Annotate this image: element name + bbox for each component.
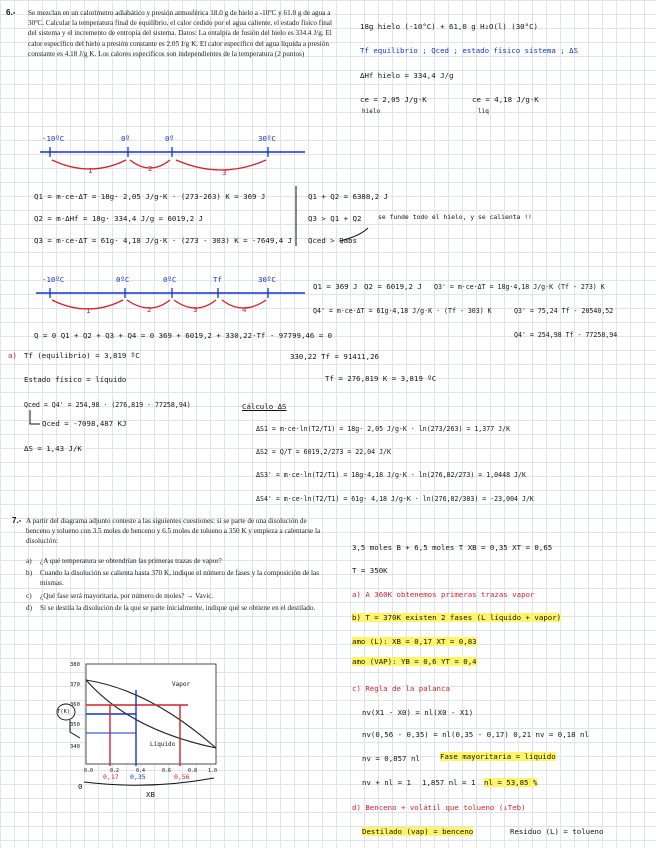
line2-step: 1 bbox=[86, 306, 91, 315]
entropy-title: Cálculo ΔS bbox=[242, 402, 287, 411]
line1-step: 1 bbox=[88, 166, 93, 175]
calc2-f: Q4' = 254,98 Tf - 77258,94 bbox=[514, 331, 618, 339]
label-liquido: Líquido bbox=[150, 741, 176, 748]
calc2-g: Q = 0 Q1 + Q2 + Q3 + Q4 = 0 369 + 6019,2 + 330,22·Tf - 97799,46 = 0 bbox=[34, 331, 333, 340]
problem-7-number: 7.- bbox=[12, 516, 22, 525]
label-tk: T(K) bbox=[57, 709, 71, 715]
mark-056: 0,56 bbox=[174, 773, 190, 781]
p7-note-c4: nv + nl = 1 bbox=[362, 778, 411, 787]
answer-qced-value: Qced = -7098,487 KJ bbox=[42, 419, 127, 428]
line2-step: 3 bbox=[193, 305, 198, 314]
p6-note-ce-hielo: ce = 2,05 J/g·K bbox=[360, 95, 427, 104]
p7-note-d: d) Benceno + volátil que tolueno (↓Teb) bbox=[352, 803, 526, 812]
p7-note-b2: amo (VAP): YB = 0,6 YT = 0,4 bbox=[352, 657, 477, 666]
calc2-a: Q1 = 369 J bbox=[313, 282, 358, 291]
ytick: 350 bbox=[70, 722, 80, 728]
p7-note-c3: nv = 0,857 nl bbox=[362, 754, 420, 763]
calc2-e: Q3' = 75,24 Tf - 20540,52 bbox=[514, 307, 614, 315]
problem-6-statement: Se mezclan en un calorímetro adiabático y presión atmosférica 18.0 g de hielo a -10ºC y 61.0 g de agua a 30ºC. Calcular la temperatura final de equilibrio, el calor cedido por el agua caliente, el estado físico final del sistema y el incremento de entropía del sistema. Datos: La entalpía de fusión del hielo es 334.4 J/g. El calor específico del hielo a presión constante es 2.05 J/g K. El calor específico del agua líquida a presión constante es 4.18 J/g K. Los calores específicos son independientes de la temperatura (2 puntos) bbox=[28, 9, 332, 58]
p6-note-ce-liq-sub: liq bbox=[478, 108, 489, 115]
ytick: 370 bbox=[70, 682, 80, 688]
p7-note-l1: 3,5 moles B + 6,5 moles T XB = 0,35 XT = 0,65 bbox=[352, 543, 553, 552]
xtick: 0.2 bbox=[110, 768, 120, 774]
p7-note-c4b: 1,857 nl = 1 bbox=[422, 778, 476, 787]
p6-note-ce-hielo-sub: hielo bbox=[362, 108, 381, 115]
calc1-q1: Q1 = m·ce·ΔT = 18g· 2,05 J/g·K · (273-263) K = 369 J bbox=[34, 192, 266, 201]
problem-6-number: 6.- bbox=[6, 8, 16, 17]
calc2-c: Q3' = m·ce·ΔT = 18g·4,18 J/g·K (Tf - 273) K bbox=[434, 283, 605, 291]
line1-label: -10ºC bbox=[42, 134, 65, 143]
calc1-r2: Q3 > Q1 + Q2 bbox=[308, 214, 362, 223]
line1-step: 2 bbox=[148, 164, 153, 173]
line1-step: 3 bbox=[222, 168, 227, 177]
line1-label: 0º bbox=[165, 134, 174, 143]
xtick: 0.0 bbox=[84, 768, 94, 774]
entropy-s1: ΔS1 = m·ce·ln(T2/T1) = 18g· 2,05 J/g·K · ln(273/263) = 1,377 J/K bbox=[256, 425, 511, 433]
line2-label: -10ºC bbox=[42, 275, 65, 284]
x-axis-label: XB bbox=[146, 790, 155, 799]
item-d: d) Si se destila la disolución de la que se parte inicialmente, indique qué se obtiene en el destilado. bbox=[26, 603, 316, 612]
p7-note-c2: nv(0,56 - 0,35) = nl(0,35 - 0,17) 0,21 nv = 0,18 nl bbox=[362, 730, 589, 739]
line2-step: 2 bbox=[147, 305, 152, 314]
entropy-s4: ΔS4' = m·ce·ln(T2/T1) = 61g· 4,18 J/g·K · ln(276,82/303) = -23,004 J/K bbox=[256, 495, 534, 503]
mark-017: 0,17 bbox=[103, 773, 119, 781]
ytick: 340 bbox=[70, 744, 80, 750]
item-b: b) Cuando la disolución se calienta hasta 370 K, indique el número de fases y la composición de las mismas. bbox=[26, 569, 320, 588]
xtick: 0.6 bbox=[162, 768, 172, 774]
calc2-i: Tf = 276,819 K = 3,819 ºC bbox=[325, 374, 437, 383]
xtick: 0.4 bbox=[136, 768, 146, 774]
problem-7-statement: A partir del diagrama adjunto conteste a las siguientes cuestiones: si se parte de una disolución de benceno y tolueno con 3.5 moles de benceno y 6.5 moles de tolueno a 350 K y empieza a calentarse la disolución: bbox=[26, 517, 321, 546]
line2-label: 0ºC bbox=[116, 275, 130, 284]
p7-note-b1: amo (L): XB = 0,17 XT = 0,83 bbox=[352, 637, 477, 646]
ytick: 380 bbox=[70, 662, 80, 668]
entropy-s3: ΔS3' = m·ce·ln(T2/T1) = 18g·4,18 J/g·K · ln(276,82/273) = 1,0448 J/K bbox=[256, 471, 526, 479]
line1-label: 30ºC bbox=[258, 134, 276, 143]
p7-note-l2: T = 350K bbox=[352, 566, 388, 575]
p7-note-b: b) T = 370K existen 2 fases (L líquido + vapor) bbox=[352, 613, 562, 622]
mark-035: 0,35 bbox=[130, 773, 146, 781]
p7-note-a: a) A 360K obtenemos primeras trazas vapor bbox=[352, 590, 535, 599]
label-vapor: Vapor bbox=[172, 681, 191, 688]
calc1-q2: Q2 = m·ΔHf = 18g· 334,4 J/g = 6019,2 J bbox=[34, 214, 204, 223]
answer-entropy: ΔS = 1,43 J/K bbox=[24, 444, 82, 453]
xtick: 1.0 bbox=[208, 768, 218, 774]
line2-label: Tf bbox=[213, 275, 222, 284]
calc2-b: Q2 = 6019,2 J bbox=[364, 282, 422, 291]
calc1-r1: Q1 + Q2 = 6388,2 J bbox=[308, 192, 389, 201]
line2-label: 0ºC bbox=[163, 275, 177, 284]
p6-note-ce-liq: ce = 4,18 J/g·K bbox=[472, 95, 539, 104]
calc1-q3: Q3 = m·ce·ΔT = 61g· 4,18 J/g·K · (273 - 303) K = -7649,4 J bbox=[34, 236, 293, 245]
calc1-r4: Qced > Qabs bbox=[308, 236, 357, 245]
calc2-h: 330,22 Tf = 91411,26 bbox=[290, 352, 379, 361]
p6-note-line2: Tf equilibrio ; Qced ; estado físico sistema ; ΔS bbox=[360, 46, 579, 55]
item-a: a) ¿A qué temperatura se obtendrían las primeras trazas de vapor? bbox=[26, 557, 222, 565]
p7-note-c1: nv(X1 - X0) = nl(X0 - X1) bbox=[362, 708, 474, 717]
left-axis-label: 0 bbox=[78, 782, 83, 791]
line2-label: 30ºC bbox=[258, 275, 276, 284]
p7-note-c4c: nl = 53,85 % bbox=[484, 778, 538, 787]
entropy-s2: ΔS2 = Q/T = 6019,2/273 = 22,04 J/K bbox=[256, 448, 391, 456]
p7-note-c3b: Fase mayoritaria = líquido bbox=[440, 752, 556, 761]
p6-note-line3: ΔHf hielo = 334,4 J/g bbox=[360, 71, 454, 80]
xtick: 0.8 bbox=[188, 768, 198, 774]
line2-step: 4 bbox=[242, 305, 247, 314]
p6-note-line1: 18g hielo (-10°C) + 61,0 g H₂O(l) (30°C) bbox=[360, 22, 538, 31]
answer-qced: Qced = Q4' = 254,98 · (276,819 - 77258,94) bbox=[24, 401, 191, 409]
calc1-r3: se funde todo el hielo, y se calienta !! bbox=[378, 213, 532, 221]
p7-note-d1: Destilado (vap) = benceno bbox=[362, 827, 474, 836]
answer-estado: Estado físico = líquido bbox=[24, 375, 127, 384]
ytick: 360 bbox=[70, 702, 80, 708]
calc2-d: Q4' = m·ce·ΔT = 61g·4,18 J/g·K · (Tf - 303) K bbox=[313, 307, 492, 315]
p7-note-d2: Residuo (L) = tolueno bbox=[510, 827, 604, 836]
item-c: c) ¿Qué fase será mayoritaria, por número de moles? → Vavic. bbox=[26, 591, 214, 600]
answer-tf: Tf (equilibrio) = 3,819 ºC bbox=[24, 351, 140, 360]
p7-note-c: c) Regla de la palanca bbox=[352, 684, 450, 693]
answer-marker: a) bbox=[8, 351, 17, 360]
line1-label: 0º bbox=[121, 134, 130, 143]
